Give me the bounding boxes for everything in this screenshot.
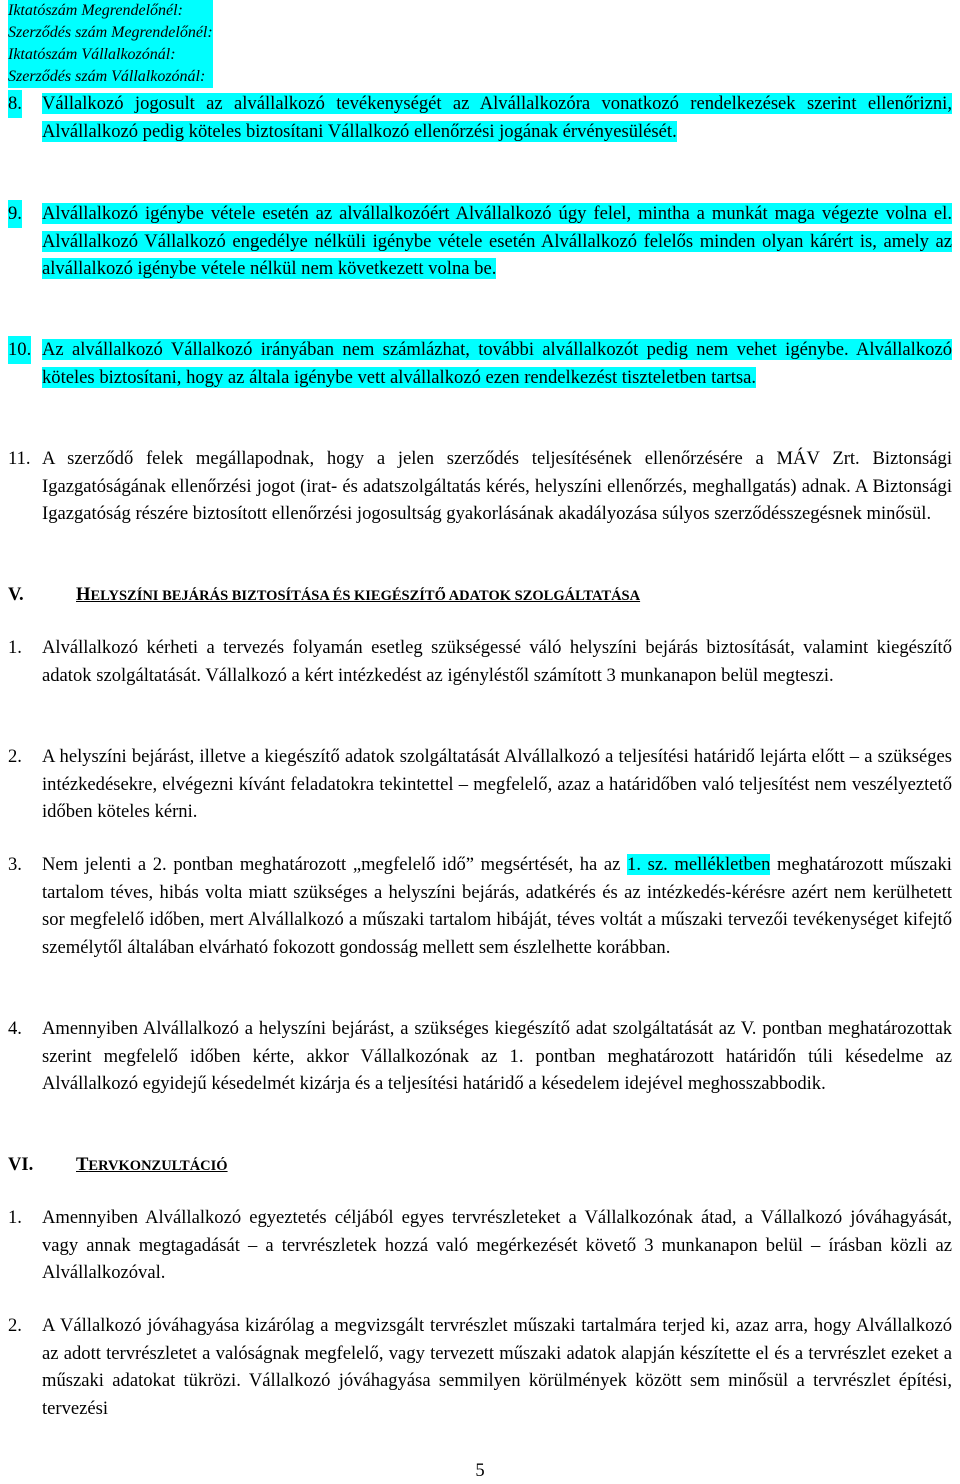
item-text-start: Nem jelenti a 2. pontban meghatározott „megfelelő idő” megsértését, ha az <box>42 854 628 875</box>
section-title <box>76 1152 228 1179</box>
clause-11 <box>8 445 952 528</box>
header-line: Szerződés szám Vállalkozónál: <box>8 68 206 85</box>
item-number: 3. <box>8 854 22 875</box>
section-v-item-4 <box>8 1015 952 1098</box>
header-line: Iktatószám Megrendelőnél: <box>8 2 183 19</box>
item-number: 1. <box>8 1207 22 1228</box>
section-title-rest: ELYSZÍNI BEJÁRÁS BIZTOSÍTÁSA ÉS KIEGÉSZÍTŐ ADATOK SZOLGÁLTATÁSA <box>90 588 641 604</box>
clause-number: 10. <box>8 336 31 364</box>
header-line: Iktatószám Vállalkozónál: <box>8 46 176 63</box>
clause-number: 9. <box>8 200 22 228</box>
highlighted-reference: 1. sz. mellékletben <box>627 854 771 875</box>
item-text-end: meghatározott műszaki tartalom téves, hibás volta miatt szükséges a helyszíni bejárás, adatkérés és az intézkedés-kérésre azért nem kerülhetett sor megfelelő időben, mert Alvállalkozó a műszaki tartalom hibáját, téves voltát a műszaki tervezői tevékenységet kifejtő személytől általában elvárható fokozott gondosság mellett sem észlelhette korábban. <box>42 854 952 958</box>
section-number: V. <box>8 584 24 605</box>
page-number: 5 <box>475 1460 485 1481</box>
clause-number: 8. <box>8 90 22 118</box>
section-number: VI. <box>8 1154 34 1175</box>
clause-text: Alvállalkozó igénybe vétele esetén az alvállalkozóért Alvállalkozó úgy felel, mintha a munkát maga végezte volna el. Alvállalkozó Vállalkozó engedélye nélküli igénybe vétele esetén Alvállalkozó felelős minden olyan kárért is, amely az alvállalkozó igénybe vétele nélkül nem következett volna be. <box>42 203 952 279</box>
item-number: 1. <box>8 637 22 658</box>
item-number: 4. <box>8 1018 22 1039</box>
section-v-item-1 <box>8 634 952 689</box>
item-number: 2. <box>8 746 22 767</box>
header-fields <box>8 0 213 88</box>
header-line: Szerződés szám Megrendelőnél: <box>8 24 213 41</box>
section-title-initial: T <box>76 1154 89 1175</box>
section-title <box>76 582 640 609</box>
item-text: A Vállalkozó jóváhagyása kizárólag a megvizsgált tervrészlet műszaki tartalmára terjed ki, azaz arra, hogy Alvállalkozó az adott tervrészletet a valóságnak megfelelő, vagy tervezett műszaki adatok alapján készítette el és a tervrészlet ezeket a műszaki adatokat tükrözi. Vállalkozó jóváhagyása semmilyen körülmények között sem minősül a tervrészlet építési, tervezési <box>42 1315 952 1419</box>
section-title-initial: H <box>76 584 91 605</box>
clause-text: Az alvállalkozó Vállalkozó irányában nem számlázhat, további alvállalkozót pedig nem vehet igénybe. Alvállalkozó köteles biztosítani, hogy az általa igénybe vett alvállalkozó ezen rendelkezést tiszteletben tartsa. <box>42 339 952 388</box>
clause-10 <box>8 336 952 391</box>
item-number: 2. <box>8 1315 22 1336</box>
item-text: Alvállalkozó kérheti a tervezés folyamán esetleg szükségessé váló helyszíni bejárás biztosítását, valamint kiegészítő adatok szolgáltatását. Vállalkozó a kért intézkedést az igényléstől számított 3 munkanapon belül megteszi. <box>42 637 952 686</box>
section-v-item-2 <box>8 743 952 826</box>
item-text: Amennyiben Alvállalkozó a helyszíni bejárást, a szükséges kiegészítő adat szolgáltatását az V. pontban meghatározottak szerint megfelelő időben kérte, akkor Vállalkozónak az 1. pontban meghatározott határidőn túli késedelme az Alvállalkozó egyidejű késedelmét kizárja és a teljesítési határidő a késedelem idejével meghosszabbodik. <box>42 1018 952 1094</box>
section-vi-item-1 <box>8 1204 952 1287</box>
item-text: A helyszíni bejárást, illetve a kiegészítő adatok szolgáltatását Alvállalkozó a teljesítési határidő lejárta előtt – a szükséges intézkedésekre, elvégezni kívánt feladatokra tekintettel – megfelelő, azaz a határidőben való teljesítést nem veszélyeztető időben köteles kérni. <box>42 746 952 822</box>
clause-text: Vállalkozó jogosult az alvállalkozó tevékenységét az Alvállalkozóra vonatkozó rendelkezések szerint ellenőrizni, Alvállalkozó pedig köteles biztosítani Vállalkozó ellenőrzési jogának érvényesülését. <box>42 93 952 142</box>
section-vi-item-2 <box>8 1312 952 1422</box>
clause-9 <box>8 200 952 283</box>
item-text: Amennyiben Alvállalkozó egyeztetés céljából egyes tervrészleteket a Vállalkozónak átad, a Vállalkozó jóváhagyását, vagy annak megtagadását – a tervrészletek hozzá való megérkezését követő 3 munkanapon belül – írásban közli az Alvállalkozóval. <box>42 1207 952 1283</box>
clause-8 <box>8 90 952 145</box>
section-v-item-3 <box>8 851 952 961</box>
clause-number: 11. <box>8 448 31 469</box>
clause-text: A szerződő felek megállapodnak, hogy a jelen szerződés teljesítésének ellenőrzésére a MÁV Zrt. Biztonsági Igazgatóságának ellenőrzési jogot (irat- és adatszolgáltatás kérés, helyszíni ellenőrzés, meghallgatás) adnak. A Biztonsági Igazgatóság részére biztosított ellenőrzési jogosultság gyakorlásának akadályozása súlyos szerződésszegésnek minősül. <box>42 448 952 524</box>
section-title-rest: ERVKONZULTÁCIÓ <box>88 1158 228 1174</box>
